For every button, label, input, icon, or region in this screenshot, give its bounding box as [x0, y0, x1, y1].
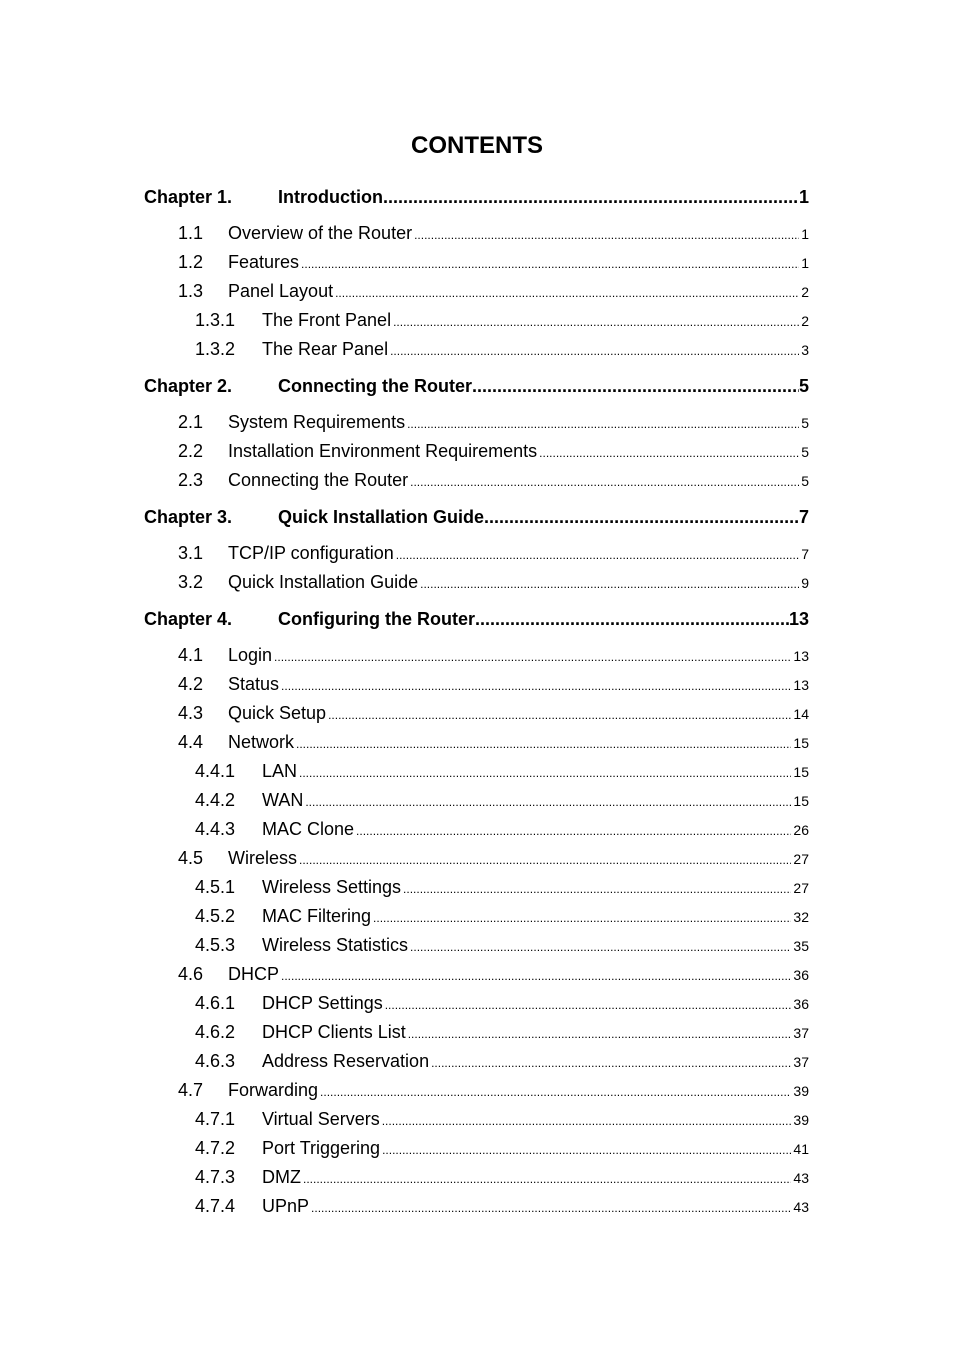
toc-section-entry[interactable] [144, 815, 809, 844]
toc-entry-number: 3.1 [178, 543, 204, 563]
toc-section-entry[interactable] [144, 931, 809, 960]
toc-entry-number: 4.4.2 [195, 790, 236, 810]
toc-entry-title: Virtual Servers [262, 1109, 380, 1129]
toc-entry-title: LAN [262, 761, 298, 781]
dot-leader [311, 1194, 791, 1223]
toc-entry-number: 1.3.1 [195, 310, 236, 330]
dot-leader [335, 279, 799, 308]
toc-section-entry[interactable] [144, 960, 809, 989]
toc-section-entry[interactable] [144, 437, 809, 466]
toc-entry-title: Port Triggering [262, 1138, 381, 1158]
toc-entry-number: 4.5.3 [195, 935, 236, 955]
toc-section-entry[interactable] [144, 306, 809, 335]
toc-entry-number: 4.6.3 [195, 1051, 236, 1071]
toc-entry-title: Overview of the Router [228, 223, 413, 243]
toc-entry-number: 1.3.2 [195, 339, 236, 359]
toc-entry-title: Network [228, 732, 295, 752]
toc-entry-page-number: 32 [793, 909, 809, 925]
toc-entry-title: DHCP Settings [262, 993, 383, 1013]
toc-section-entry[interactable] [144, 1192, 809, 1221]
toc-entry-page-number: 13 [793, 648, 809, 664]
toc-entry-number: 4.6.2 [195, 1022, 236, 1042]
toc-section-entry[interactable] [144, 786, 809, 815]
toc-entry-page-number: 5 [798, 376, 809, 396]
toc-entry-title: Quick Installation Guide [228, 572, 419, 592]
toc-entry-number: 4.4.3 [195, 819, 236, 839]
dot-leader [403, 875, 791, 904]
toc-section-entry[interactable] [144, 1076, 809, 1105]
toc-entry-page-number: 43 [793, 1170, 809, 1186]
toc-section-entry[interactable] [144, 335, 809, 364]
dot-leader [382, 1107, 792, 1136]
toc-entry-number: 4.6 [178, 964, 204, 984]
toc-entry-page-number: 2 [801, 284, 809, 300]
toc-entry-title: Features [228, 252, 300, 272]
dot-leader [539, 439, 799, 468]
toc-section-entry[interactable] [144, 408, 809, 437]
toc-section-entry[interactable] [144, 1105, 809, 1134]
toc-entry-number: 4.7.1 [195, 1109, 236, 1129]
toc-section-entry[interactable] [144, 1163, 809, 1192]
toc-entry-page-number: 14 [793, 706, 809, 722]
toc-chapter-entry[interactable] [144, 501, 809, 533]
toc-entry-page-number: 39 [793, 1112, 809, 1128]
toc-entry-number: 4.4.1 [195, 761, 236, 781]
dot-leader [420, 570, 799, 599]
toc-entry-page-number: 13 [793, 677, 809, 693]
dot-leader [320, 1078, 791, 1107]
toc-entry-title: MAC Clone [262, 819, 355, 839]
toc-entry-number: 1.2 [178, 252, 204, 272]
toc-entry-number: 4.6.1 [195, 993, 236, 1013]
toc-entry-number: Chapter 3. [144, 507, 233, 527]
toc-section-entry[interactable] [144, 219, 809, 248]
dot-leader [299, 846, 791, 875]
toc-entry-page-number: 1 [798, 187, 809, 207]
toc-entry-title: Introduction [278, 187, 383, 207]
toc-entry-title: DMZ [262, 1167, 301, 1187]
toc-entry-page-number: 1 [801, 226, 809, 242]
toc-entry-title: System Requirements [228, 412, 406, 432]
toc-section-entry[interactable] [144, 844, 809, 873]
toc-entry-title: TCP/IP configuration [228, 543, 394, 563]
toc-entry-page-number: 5 [801, 473, 809, 489]
toc-entry-title: The Front Panel [262, 310, 392, 330]
dot-leader [385, 991, 792, 1020]
dot-leader [383, 181, 799, 213]
toc-entry-page-number: 37 [793, 1025, 809, 1041]
toc-section-entry[interactable] [144, 466, 809, 495]
dot-leader [408, 1020, 792, 1049]
toc-entry-number: Chapter 4. [144, 609, 233, 629]
toc-section-entry[interactable] [144, 277, 809, 306]
toc-entry-title: Panel Layout [228, 281, 334, 301]
toc-entry-title: Login [228, 645, 273, 665]
toc-section-entry[interactable] [144, 1047, 809, 1076]
toc-entry-page-number: 36 [793, 967, 809, 983]
toc-entry-page-number: 5 [801, 415, 809, 431]
toc-entry-number: 4.5 [178, 848, 204, 868]
dot-leader [328, 701, 791, 730]
toc-entry-page-number: 15 [793, 793, 809, 809]
toc-entry-title: Address Reservation [262, 1051, 430, 1071]
toc-entry-number: 4.7 [178, 1080, 204, 1100]
dot-leader [303, 1165, 791, 1194]
toc-entry-number: Chapter 1. [144, 187, 233, 207]
toc-entry-page-number: 27 [793, 851, 809, 867]
toc-section-entry[interactable] [144, 902, 809, 931]
toc-entry-title: Connecting the Router [278, 376, 472, 396]
toc-entry-number: 4.2 [178, 674, 204, 694]
toc-entry-page-number: 35 [793, 938, 809, 954]
toc-entry-title: MAC Filtering [262, 906, 372, 926]
toc-section-entry[interactable] [144, 1018, 809, 1047]
toc-entry-title: Connecting the Router [228, 470, 409, 490]
toc-section-entry[interactable] [144, 641, 809, 670]
toc-entry-page-number: 13 [788, 609, 809, 629]
toc-entry-title: DHCP Clients List [262, 1022, 406, 1042]
dot-leader [281, 672, 791, 701]
toc-entry-page-number: 7 [798, 507, 809, 527]
dot-leader [472, 370, 799, 402]
dot-leader [274, 643, 791, 672]
toc-section-entry[interactable] [144, 670, 809, 699]
toc-entry-title: Quick Installation Guide [278, 507, 485, 527]
toc-entry-title: Forwarding [228, 1080, 319, 1100]
dot-leader [301, 250, 799, 279]
toc-entry-number: 4.7.3 [195, 1167, 236, 1187]
table-of-contents [144, 181, 809, 1221]
toc-entry-title: Configuring the Router [278, 609, 475, 629]
dot-leader [281, 962, 791, 991]
toc-entry-number: 3.2 [178, 572, 204, 592]
toc-entry-page-number: 26 [793, 822, 809, 838]
toc-entry-title: Wireless Statistics [262, 935, 409, 955]
toc-entry-number: 4.4 [178, 732, 204, 752]
dot-leader [396, 541, 799, 570]
toc-entry-number: 1.3 [178, 281, 204, 301]
toc-entry-number: 4.7.2 [195, 1138, 236, 1158]
toc-section-entry[interactable] [144, 699, 809, 728]
dot-leader [390, 337, 799, 366]
dot-leader [484, 501, 799, 533]
dot-leader [410, 468, 799, 497]
dot-leader [431, 1049, 791, 1078]
toc-entry-title: UPnP [262, 1196, 310, 1216]
toc-entry-page-number: 41 [793, 1141, 809, 1157]
toc-entry-number: 2.3 [178, 470, 204, 490]
dot-leader [414, 221, 799, 250]
toc-entry-page-number: 3 [801, 342, 809, 358]
toc-chapter-entry[interactable] [144, 181, 809, 213]
toc-entry-page-number: 15 [793, 735, 809, 751]
toc-entry-page-number: 1 [801, 255, 809, 271]
toc-entry-title: Wireless [228, 848, 298, 868]
dot-leader [475, 603, 789, 635]
toc-entry-title: Status [228, 674, 280, 694]
toc-section-entry[interactable] [144, 248, 809, 277]
toc-entry-number: 4.5.1 [195, 877, 236, 897]
toc-entry-title: WAN [262, 790, 304, 810]
toc-section-entry[interactable] [144, 1134, 809, 1163]
toc-section-entry[interactable] [144, 989, 809, 1018]
dot-leader [393, 308, 799, 337]
toc-section-entry[interactable] [144, 728, 809, 757]
dot-leader [382, 1136, 791, 1165]
toc-entry-number: 2.1 [178, 412, 204, 432]
toc-entry-number: 1.1 [178, 223, 204, 243]
toc-entry-page-number: 5 [801, 444, 809, 460]
toc-entry-page-number: 36 [793, 996, 809, 1012]
toc-entry-page-number: 39 [793, 1083, 809, 1099]
toc-entry-title: DHCP [228, 964, 280, 984]
toc-entry-number: 4.5.2 [195, 906, 236, 926]
dot-leader [407, 410, 799, 439]
toc-entry-number: 4.1 [178, 645, 204, 665]
toc-entry-number: 4.3 [178, 703, 204, 723]
toc-section-entry[interactable] [144, 539, 809, 568]
toc-section-entry[interactable] [144, 568, 809, 597]
toc-entry-title: The Rear Panel [262, 339, 389, 359]
dot-leader [299, 759, 791, 788]
toc-entry-page-number: 27 [793, 880, 809, 896]
toc-section-entry[interactable] [144, 757, 809, 786]
toc-chapter-entry[interactable] [144, 370, 809, 402]
toc-entry-page-number: 2 [801, 313, 809, 329]
toc-chapter-entry[interactable] [144, 603, 809, 635]
toc-entry-title: Wireless Settings [262, 877, 402, 897]
toc-entry-title: Quick Setup [228, 703, 327, 723]
toc-entry-page-number: 37 [793, 1054, 809, 1070]
dot-leader [296, 730, 791, 759]
dot-leader [410, 933, 791, 962]
dot-leader [305, 788, 791, 817]
toc-entry-page-number: 9 [801, 575, 809, 591]
toc-entry-page-number: 43 [793, 1199, 809, 1215]
page-title: CONTENTS [411, 132, 543, 159]
toc-entry-title: Installation Environment Requirements [228, 441, 538, 461]
dot-leader [356, 817, 791, 846]
dot-leader [373, 904, 791, 933]
toc-entry-page-number: 15 [793, 764, 809, 780]
toc-entry-number: 2.2 [178, 441, 204, 461]
toc-entry-number: Chapter 2. [144, 376, 233, 396]
toc-section-entry[interactable] [144, 873, 809, 902]
toc-entry-page-number: 7 [801, 546, 809, 562]
toc-entry-number: 4.7.4 [195, 1196, 236, 1216]
